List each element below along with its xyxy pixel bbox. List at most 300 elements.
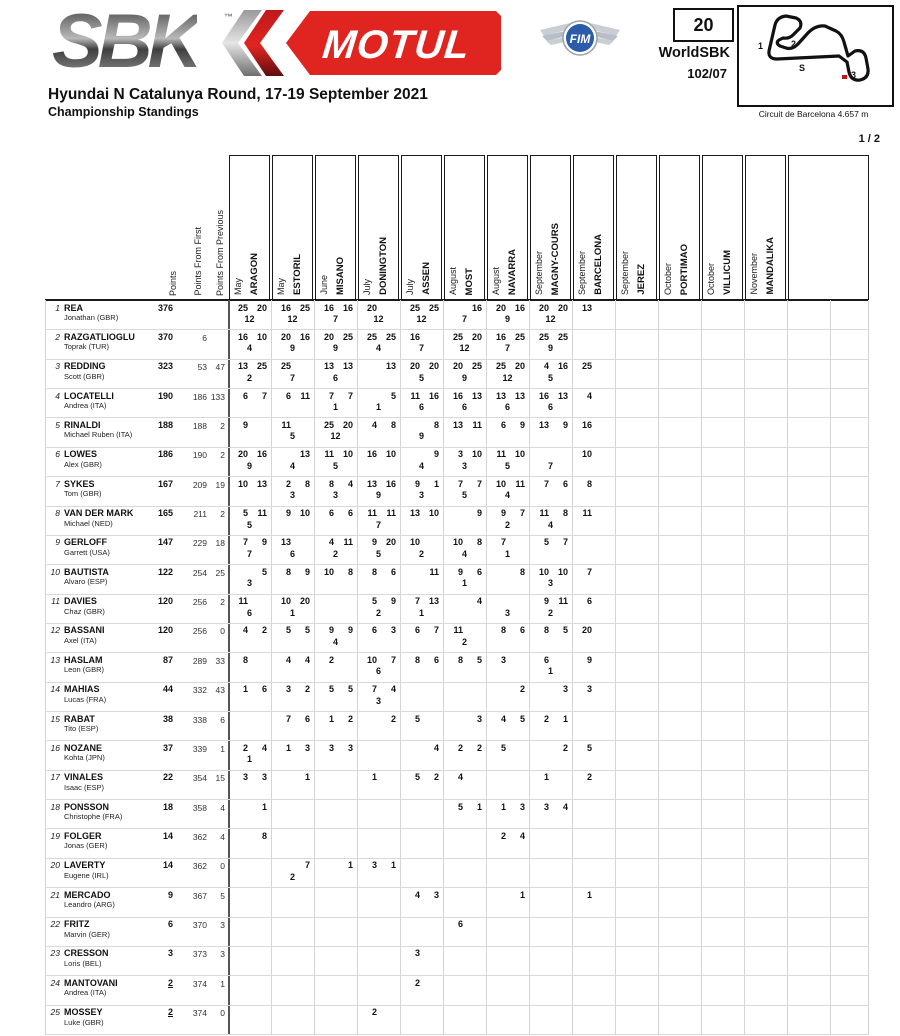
superpole-points: 4 bbox=[547, 519, 553, 530]
race1-points: 1 bbox=[242, 684, 248, 695]
race1-points: 20 bbox=[280, 331, 291, 342]
race2-points: 20 bbox=[299, 596, 310, 607]
points-from-first: 256 bbox=[192, 626, 207, 637]
round-header-jerez bbox=[616, 155, 657, 300]
superpole-points: 6 bbox=[332, 372, 338, 383]
race2-points: 2 bbox=[261, 625, 267, 636]
rider-surname: RAZGATLIOGLU bbox=[64, 331, 135, 342]
superpole-points: 4 bbox=[332, 636, 338, 647]
rider-position: 14 bbox=[50, 684, 60, 695]
race2-points: 9 bbox=[304, 566, 310, 577]
race2-points: 9 bbox=[433, 449, 439, 460]
points-from-previous: 2 bbox=[220, 509, 225, 520]
rider-points: 190 bbox=[157, 390, 173, 401]
motul-banner bbox=[276, 10, 502, 76]
race1-points: 6 bbox=[371, 625, 377, 636]
superpole-points: 3 bbox=[332, 490, 338, 501]
superpole-points: 7 bbox=[332, 314, 338, 324]
rider-row bbox=[45, 711, 869, 740]
race1-points: 2 bbox=[285, 478, 291, 489]
rider-firstname-nat: Alvaro (ESP) bbox=[64, 577, 108, 587]
race2-points: 1 bbox=[304, 772, 310, 783]
superpole-points: 2 bbox=[461, 636, 467, 647]
race1-points: 25 bbox=[495, 361, 506, 372]
race1-points: 3 bbox=[500, 654, 506, 665]
points-from-first: 254 bbox=[192, 567, 207, 578]
superpole-points: 1 bbox=[418, 607, 424, 618]
rider-row bbox=[45, 329, 869, 358]
rider-firstname-nat: Jonathan (GBR) bbox=[64, 313, 119, 322]
race1-points: 20 bbox=[581, 625, 592, 636]
race1-points: 16 bbox=[495, 331, 506, 342]
race1-points: 11 bbox=[324, 449, 334, 460]
race1-points: 2 bbox=[414, 977, 420, 988]
points-from-first: 256 bbox=[192, 597, 207, 608]
rider-firstname-nat: Jonas (GER) bbox=[64, 841, 108, 851]
round-month: November bbox=[749, 253, 759, 295]
points-from-first: 358 bbox=[192, 802, 207, 813]
rider-points: 38 bbox=[162, 713, 173, 724]
rider-firstname-nat: Tito (ESP) bbox=[64, 724, 99, 734]
round-header-empty bbox=[788, 155, 869, 300]
rider-position: 21 bbox=[50, 889, 60, 900]
round-venue: MISANO bbox=[335, 257, 346, 295]
rider-surname: CRESSON bbox=[64, 948, 109, 959]
rider-position: 5 bbox=[55, 419, 60, 430]
rider-position: 13 bbox=[50, 654, 60, 665]
race1-points: 1 bbox=[285, 742, 291, 753]
race1-points: 7 bbox=[414, 596, 420, 607]
race1-points: 25 bbox=[581, 361, 592, 372]
superpole-points: 12 bbox=[244, 314, 255, 324]
points-from-first: 190 bbox=[192, 450, 207, 461]
round-venue: ESTORIL bbox=[292, 254, 303, 295]
points-from-first: 188 bbox=[192, 420, 207, 431]
race1-points: 3 bbox=[457, 449, 463, 460]
round-venue: PORTIMAO bbox=[679, 243, 690, 295]
race1-points: 13 bbox=[323, 361, 334, 372]
rider-surname: VINALES bbox=[64, 772, 104, 783]
superpole-points: 7 bbox=[375, 519, 381, 530]
rider-points: 37 bbox=[162, 742, 173, 753]
page-title: Hyundai N Catalunya Round, 17-19 September 2021 bbox=[48, 86, 428, 103]
race2-points: 7 bbox=[347, 390, 353, 401]
rider-surname: RABAT bbox=[64, 713, 95, 724]
rider-row bbox=[45, 300, 869, 329]
rider-position: 25 bbox=[50, 1007, 60, 1018]
race1-points: 10 bbox=[237, 478, 248, 489]
points-from-previous: 43 bbox=[215, 685, 225, 696]
race1-points: 8 bbox=[457, 654, 463, 665]
rider-surname: REA bbox=[64, 302, 84, 313]
race2-points: 6 bbox=[433, 654, 439, 665]
race2-points: 25 bbox=[557, 331, 568, 342]
race2-points: 4 bbox=[519, 830, 525, 841]
race2-points: 8 bbox=[390, 419, 396, 430]
round-venue: ARAGON bbox=[249, 252, 260, 295]
points-from-previous: 0 bbox=[220, 1008, 225, 1019]
superpole-points: 5 bbox=[547, 372, 553, 383]
rider-surname: RINALDI bbox=[64, 419, 101, 430]
race2-points: 16 bbox=[557, 361, 568, 372]
rider-position: 3 bbox=[55, 361, 60, 372]
document-code: 102/07 bbox=[687, 66, 727, 81]
race1-points: 5 bbox=[371, 596, 377, 607]
race2-points: 4 bbox=[562, 801, 568, 812]
race1-points: 7 bbox=[242, 537, 248, 548]
race1-points: 16 bbox=[323, 302, 334, 313]
points-from-previous: 2 bbox=[220, 450, 225, 461]
rider-points: 122 bbox=[157, 566, 173, 577]
race2-points: 13 bbox=[514, 390, 525, 401]
race1-points: 7 bbox=[371, 684, 377, 695]
round-month: October bbox=[663, 262, 673, 295]
race2-points: 5 bbox=[476, 654, 482, 665]
race1-points: 13 bbox=[452, 419, 463, 430]
round-venue: DONINGTON bbox=[378, 237, 389, 295]
stat-header-0: Points bbox=[168, 270, 178, 296]
circuit-map bbox=[739, 7, 888, 101]
superpole-points: 6 bbox=[289, 548, 295, 559]
race1-points: 10 bbox=[280, 596, 291, 607]
race2-points: 6 bbox=[519, 625, 525, 636]
superpole-points: 9 bbox=[289, 343, 295, 354]
race1-points: 13 bbox=[280, 537, 291, 548]
race1-points: 1 bbox=[586, 889, 592, 900]
race2-points: 10 bbox=[299, 508, 310, 519]
round-header-magny-cours bbox=[530, 155, 571, 300]
points-from-first: 367 bbox=[192, 890, 207, 901]
race2-points: 6 bbox=[562, 478, 568, 489]
rider-position: 20 bbox=[50, 860, 60, 871]
race-number-box bbox=[673, 8, 734, 42]
race1-points: 8 bbox=[285, 566, 291, 577]
sbk-logo-text: SBK bbox=[52, 0, 198, 84]
race2-points: 13 bbox=[385, 361, 396, 372]
race2-points: 6 bbox=[304, 713, 310, 724]
rider-row bbox=[45, 447, 869, 476]
race1-points: 6 bbox=[457, 919, 463, 930]
chevron-icon bbox=[222, 10, 284, 76]
rider-row bbox=[45, 476, 869, 505]
superpole-points: 12 bbox=[287, 314, 298, 324]
rider-firstname-nat: Toprak (TUR) bbox=[64, 342, 110, 352]
rider-firstname-nat: Leandro (ARG) bbox=[64, 900, 115, 910]
race2-points: 9 bbox=[562, 419, 568, 430]
rider-points: 120 bbox=[157, 625, 173, 636]
race2-points: 8 bbox=[562, 508, 568, 519]
race2-points: 3 bbox=[304, 742, 310, 753]
race2-points: 2 bbox=[562, 742, 568, 753]
race2-points: 16 bbox=[256, 449, 267, 460]
rider-firstname-nat: Christophe (FRA) bbox=[64, 812, 123, 822]
superpole-points: 4 bbox=[289, 460, 295, 471]
race2-points: 7 bbox=[519, 508, 525, 519]
superpole-points: 6 bbox=[246, 607, 252, 618]
points-from-first: 6 bbox=[202, 332, 207, 343]
round-header-misano bbox=[315, 155, 356, 300]
race1-points: 2 bbox=[242, 742, 248, 753]
points-from-previous: 2 bbox=[220, 420, 225, 431]
points-from-first: 289 bbox=[192, 655, 207, 666]
rider-firstname-nat: Scott (GBR) bbox=[64, 371, 105, 381]
race1-points: 13 bbox=[409, 508, 420, 519]
rider-row bbox=[45, 506, 869, 535]
rider-position: 22 bbox=[50, 919, 60, 930]
race1-points: 2 bbox=[371, 1007, 377, 1018]
rider-points: 14 bbox=[162, 860, 173, 871]
race1-points: 3 bbox=[543, 801, 549, 812]
rider-firstname-nat: Kohta (JPN) bbox=[64, 753, 105, 763]
race2-points: 10 bbox=[256, 331, 267, 342]
race1-points: 10 bbox=[409, 537, 420, 548]
superpole-points: 4 bbox=[375, 343, 381, 354]
superpole-points: 6 bbox=[418, 402, 424, 413]
race2-points: 6 bbox=[261, 684, 267, 695]
race2-points: 2 bbox=[347, 713, 353, 724]
superpole-points: 12 bbox=[502, 372, 513, 383]
superpole-points: 7 bbox=[547, 460, 553, 471]
race1-points: 11 bbox=[410, 390, 420, 401]
rider-points: 370 bbox=[157, 331, 173, 342]
points-from-previous: 1 bbox=[220, 743, 225, 754]
race2-points: 20 bbox=[557, 302, 568, 313]
round-month: July bbox=[362, 278, 372, 295]
race2-points: 2 bbox=[433, 772, 439, 783]
race2-points: 16 bbox=[385, 478, 396, 489]
turn3-label: 3 bbox=[851, 70, 857, 80]
race2-points: 20 bbox=[256, 302, 267, 313]
superpole-points: 9 bbox=[418, 431, 424, 442]
rider-row bbox=[45, 887, 869, 916]
points-from-first: 211 bbox=[193, 509, 207, 520]
superpole-points: 1 bbox=[332, 402, 338, 413]
rider-position: 6 bbox=[55, 449, 60, 460]
race2-points: 10 bbox=[514, 449, 525, 460]
superpole-points: 12 bbox=[545, 314, 556, 324]
race1-points: 9 bbox=[500, 508, 506, 519]
race1-points: 7 bbox=[500, 537, 506, 548]
race1-points: 25 bbox=[323, 419, 334, 430]
rider-position: 17 bbox=[50, 772, 60, 783]
rider-position: 15 bbox=[50, 713, 60, 724]
race1-points: 3 bbox=[328, 742, 334, 753]
race1-points: 8 bbox=[414, 654, 420, 665]
race2-points: 3 bbox=[347, 742, 353, 753]
rider-surname: MERCADO bbox=[64, 889, 111, 900]
round-month: August bbox=[448, 266, 458, 295]
race1-points: 9 bbox=[414, 478, 420, 489]
race2-points: 5 bbox=[562, 625, 568, 636]
round-month: August bbox=[491, 266, 501, 295]
race2-points: 20 bbox=[514, 361, 525, 372]
points-from-first: 186 bbox=[192, 391, 207, 402]
superpole-points: 4 bbox=[461, 548, 467, 559]
rider-points: 44 bbox=[162, 684, 173, 695]
points-from-first: 338 bbox=[192, 714, 207, 725]
round-venue: MOST bbox=[464, 267, 475, 295]
rider-row bbox=[45, 388, 869, 417]
race2-points: 11 bbox=[515, 478, 525, 489]
race2-points: 25 bbox=[256, 361, 267, 372]
race2-points: 7 bbox=[476, 478, 482, 489]
race1-points: 4 bbox=[500, 713, 506, 724]
fim-logo bbox=[538, 14, 622, 62]
race2-points: 8 bbox=[304, 478, 310, 489]
race2-points: 25 bbox=[471, 361, 482, 372]
race1-points: 9 bbox=[371, 537, 377, 548]
race1-points: 4 bbox=[586, 390, 592, 401]
race1-points: 25 bbox=[452, 331, 463, 342]
race1-points: 20 bbox=[452, 361, 463, 372]
stat-header-2: Points From Previous bbox=[215, 209, 225, 296]
turn2-label: 2 bbox=[791, 39, 797, 49]
points-from-previous: 3 bbox=[220, 949, 225, 960]
page-number: 1 / 2 bbox=[858, 133, 880, 145]
race2-points: 2 bbox=[476, 742, 482, 753]
rider-points: 18 bbox=[162, 801, 173, 812]
points-from-previous: 5 bbox=[220, 890, 225, 901]
rider-row bbox=[45, 770, 869, 799]
race2-points: 6 bbox=[390, 566, 396, 577]
race2-points: 1 bbox=[476, 801, 482, 812]
superpole-points: 12 bbox=[330, 431, 341, 442]
rider-points: 186 bbox=[157, 449, 173, 460]
round-header-estoril bbox=[272, 155, 313, 300]
round-venue: ASSEN bbox=[421, 262, 432, 295]
rider-points: 2 bbox=[167, 1007, 173, 1018]
rider-firstname-nat: Michael (NED) bbox=[64, 518, 113, 528]
series-name: WorldSBK bbox=[658, 45, 730, 61]
race2-points: 3 bbox=[562, 684, 568, 695]
rider-firstname-nat: Loris (BEL) bbox=[64, 958, 102, 968]
race2-points: 13 bbox=[256, 478, 267, 489]
points-from-first: 374 bbox=[192, 978, 207, 989]
race1-points: 6 bbox=[242, 390, 248, 401]
race2-points: 7 bbox=[433, 625, 439, 636]
race1-points: 3 bbox=[586, 684, 592, 695]
race2-points: 3 bbox=[433, 889, 439, 900]
points-from-first: 354 bbox=[192, 773, 207, 784]
superpole-points: 9 bbox=[461, 372, 467, 383]
race1-points: 25 bbox=[237, 302, 248, 313]
superpole-points: 5 bbox=[504, 460, 510, 471]
race1-points: 10 bbox=[581, 449, 592, 460]
race1-points: 11 bbox=[539, 508, 549, 519]
race2-points: 5 bbox=[390, 390, 396, 401]
circuit-map-box bbox=[737, 5, 894, 107]
race1-points: 1 bbox=[371, 772, 377, 783]
rider-points: 120 bbox=[157, 596, 173, 607]
rider-row bbox=[45, 858, 869, 887]
rider-position: 2 bbox=[55, 331, 60, 342]
round-month: July bbox=[405, 278, 415, 295]
rider-firstname-nat: Andrea (ITA) bbox=[64, 988, 107, 998]
race1-points: 6 bbox=[586, 596, 592, 607]
race2-points: 5 bbox=[347, 684, 353, 695]
race1-points: 20 bbox=[538, 302, 549, 313]
race1-points: 8 bbox=[242, 654, 248, 665]
round-header-villicum bbox=[702, 155, 743, 300]
race1-points: 3 bbox=[371, 860, 377, 871]
points-from-previous: 0 bbox=[220, 861, 225, 872]
rider-row bbox=[45, 682, 869, 711]
rider-points: 323 bbox=[157, 361, 173, 372]
race1-points: 8 bbox=[586, 478, 592, 489]
race1-points: 5 bbox=[242, 508, 248, 519]
race2-points: 16 bbox=[428, 390, 439, 401]
points-from-first: 209 bbox=[192, 479, 207, 490]
rider-position: 8 bbox=[55, 508, 60, 519]
race1-points: 25 bbox=[280, 361, 291, 372]
race1-points: 5 bbox=[328, 684, 334, 695]
race1-points: 20 bbox=[237, 449, 248, 460]
race2-points: 20 bbox=[385, 537, 396, 548]
race1-points: 11 bbox=[238, 596, 248, 607]
rider-surname: LOWES bbox=[64, 449, 97, 460]
race2-points: 9 bbox=[476, 508, 482, 519]
points-from-previous: 15 bbox=[215, 773, 225, 784]
race2-points: 16 bbox=[514, 302, 525, 313]
round-venue: BARCELONA bbox=[593, 234, 604, 295]
superpole-points: 7 bbox=[504, 343, 510, 354]
race2-points: 2 bbox=[304, 684, 310, 695]
round-header-assen bbox=[401, 155, 442, 300]
race2-points: 20 bbox=[471, 331, 482, 342]
rider-points: 6 bbox=[167, 919, 173, 930]
rider-points: 376 bbox=[157, 302, 173, 313]
race2-points: 25 bbox=[342, 331, 353, 342]
rider-points: 188 bbox=[157, 419, 173, 430]
race2-points: 20 bbox=[342, 419, 353, 430]
superpole-points: 2 bbox=[547, 607, 553, 618]
race1-points: 7 bbox=[457, 478, 463, 489]
race1-points: 8 bbox=[371, 566, 377, 577]
race1-points: 25 bbox=[366, 331, 377, 342]
superpole-points: 2 bbox=[375, 607, 381, 618]
race2-points: 9 bbox=[261, 537, 267, 548]
rider-firstname-nat: Luke (GBR) bbox=[64, 1017, 104, 1027]
superpole-points: 6 bbox=[461, 402, 467, 413]
race2-points: 3 bbox=[261, 772, 267, 783]
race1-points: 1 bbox=[328, 713, 334, 724]
superpole-points: 1 bbox=[547, 666, 553, 677]
race1-points: 16 bbox=[366, 449, 377, 460]
race2-points: 9 bbox=[347, 625, 353, 636]
superpole-points: 2 bbox=[504, 519, 510, 530]
rider-position: 1 bbox=[55, 302, 60, 313]
round-venue: NAVARRA bbox=[507, 248, 518, 295]
race1-points: 10 bbox=[495, 478, 506, 489]
points-from-first: 332 bbox=[192, 685, 207, 696]
rider-position: 19 bbox=[50, 830, 60, 841]
race2-points: 5 bbox=[304, 625, 310, 636]
rider-firstname-nat: Lucas (FRA) bbox=[64, 694, 107, 704]
points-from-previous: 47 bbox=[215, 362, 225, 373]
race2-points: 13 bbox=[299, 449, 310, 460]
race1-points: 8 bbox=[328, 478, 334, 489]
superpole-points: 1 bbox=[289, 607, 295, 618]
rider-points: 22 bbox=[162, 772, 173, 783]
superpole-points: 5 bbox=[332, 460, 338, 471]
points-from-first: 53 bbox=[197, 362, 207, 373]
points-from-first: 373 bbox=[192, 949, 207, 960]
race1-points: 20 bbox=[323, 331, 334, 342]
superpole-points: 9 bbox=[332, 343, 338, 354]
race1-points: 7 bbox=[328, 390, 334, 401]
race1-points: 8 bbox=[500, 625, 506, 636]
rider-surname: DAVIES bbox=[64, 596, 97, 607]
